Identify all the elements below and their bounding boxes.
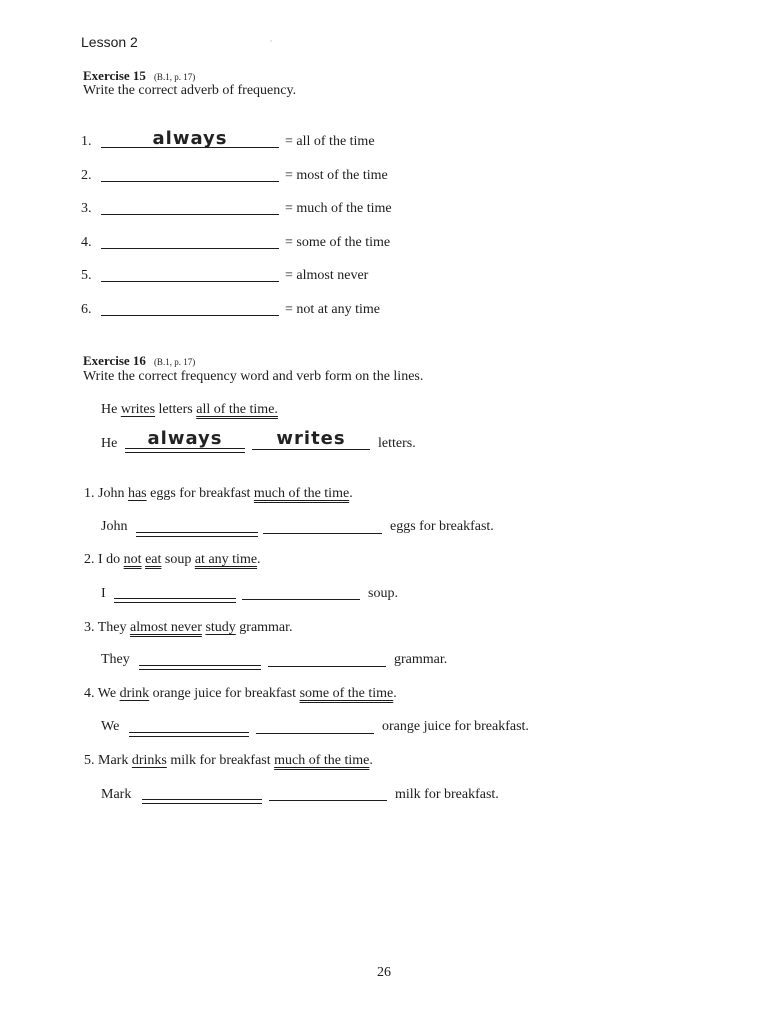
ex15-meaning: = all of the time	[285, 134, 375, 149]
exercise-15-ref: (B.1, p. 17)	[153, 72, 196, 82]
sentence-frequency: at any time	[194, 552, 258, 567]
frequency-blank[interactable]	[129, 732, 249, 737]
ex15-item-number: 2.	[81, 168, 92, 183]
exercise-16-heading	[83, 352, 195, 370]
item-number: 3.	[84, 620, 95, 635]
sentence-text: We	[97, 686, 117, 701]
verb-blank[interactable]	[242, 599, 360, 600]
ex15-answer-line	[101, 181, 279, 182]
sentence-text: orange juice for breakfast	[152, 686, 297, 701]
answer-rest: eggs for breakfast.	[390, 519, 494, 534]
exercise-15-title: Exercise 15	[83, 68, 146, 83]
example-frequency-line	[125, 448, 245, 453]
item-number: 4.	[84, 686, 95, 701]
answer-rest: orange juice for breakfast.	[382, 719, 529, 734]
sentence-verb: eat	[145, 552, 162, 567]
sentence-text: eggs for breakfast	[150, 486, 251, 501]
sentence-verb: has	[127, 486, 147, 501]
example-verb-line	[252, 449, 370, 450]
example-answer-verb: writes	[276, 428, 346, 449]
answer-rest: grammar.	[394, 652, 448, 667]
ex15-meaning: = some of the time	[285, 235, 391, 250]
ex16-item-sentence	[84, 486, 353, 502]
ex15-answer-field[interactable]: always	[152, 128, 228, 149]
example-sentence	[101, 402, 278, 418]
sentence-text: I do	[98, 552, 121, 567]
verb-blank[interactable]	[269, 800, 387, 801]
lesson-heading: Lesson 2	[81, 34, 138, 50]
sentence-text: Mark	[98, 753, 129, 768]
exercise-16-ref: (B.1, p. 17)	[153, 357, 196, 367]
ex15-meaning: = almost never	[285, 268, 369, 283]
exercise-15-instruction: Write the correct adverb of frequency.	[83, 83, 297, 98]
ex15-answer-line	[101, 315, 279, 316]
sentence-period: .	[349, 486, 353, 501]
sentence-verb: drink	[119, 686, 150, 701]
sentence-frequency: almost never	[130, 620, 202, 635]
ex16-item-sentence	[84, 686, 397, 702]
ex15-item-number: 5.	[81, 268, 92, 283]
ex16-item-sentence	[84, 620, 293, 636]
sentence-text: soup	[164, 552, 192, 567]
ex15-answer-line	[101, 281, 279, 282]
sentence-period: .	[257, 552, 261, 567]
ex15-answer-line	[101, 248, 279, 249]
sentence-text: They	[97, 620, 127, 635]
example-answer-rest: letters.	[378, 436, 416, 451]
sentence-frequency: much of the time	[274, 753, 370, 768]
ex15-answer-line	[101, 147, 279, 148]
item-number: 2.	[84, 552, 95, 567]
verb-blank[interactable]	[268, 666, 386, 667]
answer-subject: John	[101, 519, 128, 534]
ex15-item-number: 1.	[81, 134, 92, 149]
answer-subject: I	[101, 586, 106, 601]
answer-rest: milk for breakfast.	[395, 787, 499, 802]
example-object: letters	[158, 402, 193, 417]
example-answer-subject: He	[101, 436, 118, 451]
answer-rest: soup.	[368, 586, 398, 601]
sentence-period: .	[289, 620, 293, 635]
ex15-item-number: 3.	[81, 201, 92, 216]
ex16-item-sentence	[84, 753, 373, 769]
answer-subject: They	[101, 652, 130, 667]
answer-subject: We	[101, 719, 120, 734]
verb-blank[interactable]	[263, 533, 382, 534]
verb-blank[interactable]	[256, 733, 374, 734]
sentence-text: John	[98, 486, 125, 501]
ex15-item-number: 4.	[81, 235, 92, 250]
example-frequency: all of the time.	[196, 402, 278, 417]
sentence-frequency: much of the time	[253, 486, 350, 501]
sentence-verb: study	[205, 620, 236, 635]
answer-subject: Mark	[101, 787, 132, 802]
example-verb: writes	[120, 402, 156, 417]
frequency-blank[interactable]	[136, 532, 258, 537]
example-subject: He	[101, 402, 118, 417]
sentence-text: milk for breakfast	[170, 753, 271, 768]
example-answer-frequency: always	[147, 428, 223, 449]
sentence-text: grammar	[239, 620, 290, 635]
ex15-meaning: = most of the time	[285, 168, 388, 183]
page-number: 26	[377, 965, 391, 980]
sentence-negation: not	[123, 552, 142, 567]
sentence-verb: drinks	[131, 753, 167, 768]
sentence-frequency: some of the time	[299, 686, 394, 701]
frequency-blank[interactable]	[114, 598, 236, 603]
ex15-meaning: = much of the time	[285, 201, 392, 216]
ex16-item-sentence	[84, 552, 261, 568]
scan-speck	[270, 40, 272, 42]
frequency-blank[interactable]	[142, 799, 262, 804]
exercise-16-title: Exercise 16	[83, 353, 146, 368]
exercise-16-instruction: Write the correct frequency word and verb form on the lines.	[83, 369, 424, 384]
ex15-item-number: 6.	[81, 302, 92, 317]
item-number: 5.	[84, 753, 95, 768]
item-number: 1.	[84, 486, 95, 501]
ex15-meaning: = not at any time	[285, 302, 380, 317]
sentence-period: .	[369, 753, 373, 768]
sentence-period: .	[393, 686, 397, 701]
frequency-blank[interactable]	[139, 665, 261, 670]
ex15-answer-line	[101, 214, 279, 215]
